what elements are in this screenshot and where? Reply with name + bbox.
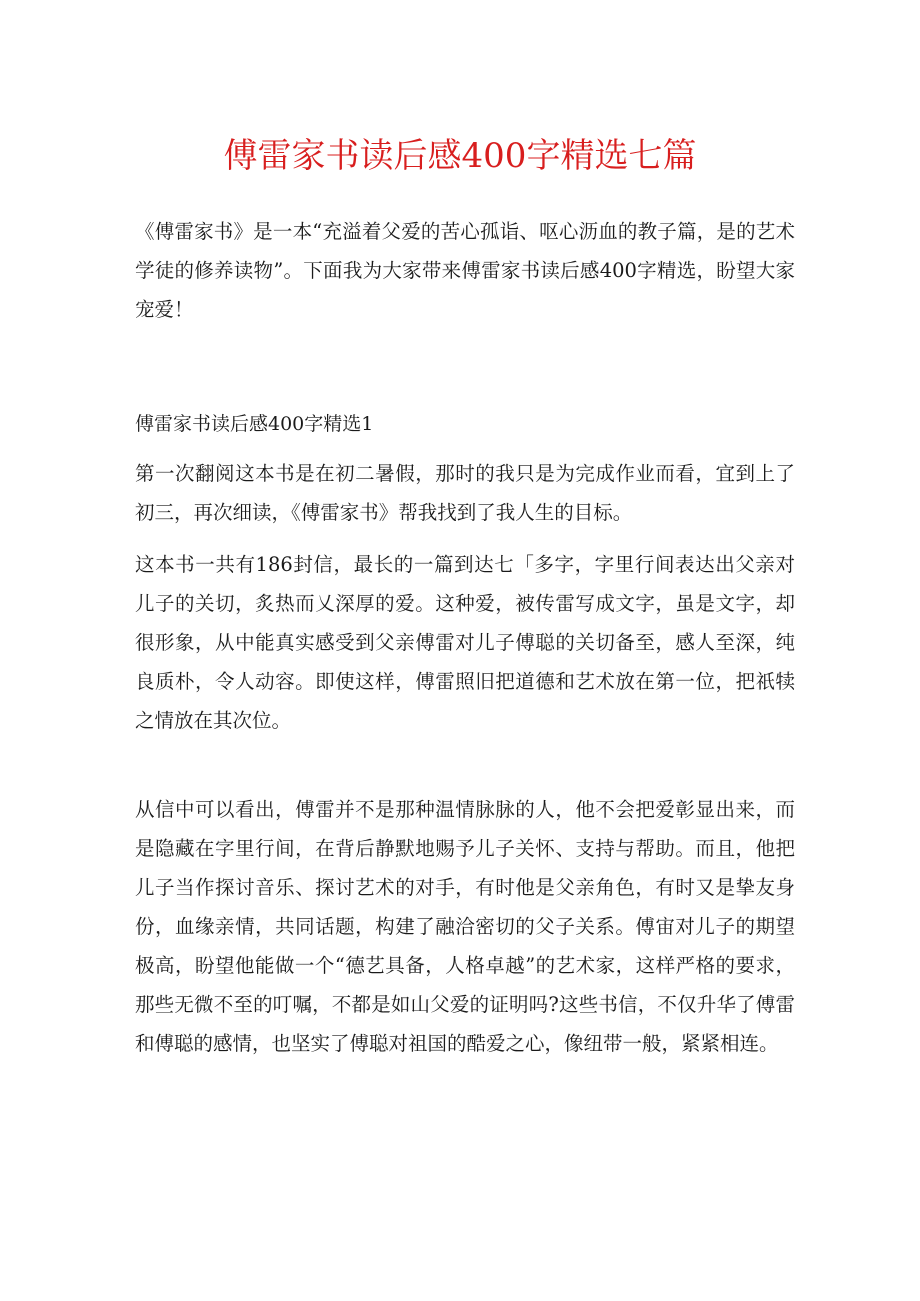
body-paragraph-3: 从信中可以看出，傅雷并不是那种温情脉脉的人，他不会把爱彰显出来，而是隐藏在字里行间，在背后静默地赐予儿子关怀、支持与帮助。而且，他把儿子当作探讨音乐、探讨艺术的对手，有时他是父亲角色，有时又是挚友身份，血缘亲情，共同话题，构建了融洽密切的父子关系。傅宙对儿子的期望极高，盼望他能做一个“德艺具备，人格卓越”的艺术家，这样严格的要求，那些无微不至的叮嘱，不都是如山父爱的证明吗?这些书信，不仅升华了傅雷和傅聪的感情，也坚实了傅聪对祖国的酷爱之心，像纽带一般，紧紧相连。: [135, 798, 795, 1055]
intro-paragraph: 《傅雷家书》是一本“充溢着父爱的苦心孤诣、呕心沥血的教子篇，是的艺术学徒的修养读物”。下面我为大家带来傅雷家书读后感400字精选，盼望大家宠爱！: [135, 220, 795, 321]
body-paragraph-2: 这本书一共有186封信，最长的一篇到达七「多字，字里行间表达出父亲对儿子的关切，炙热而乂深厚的爱。这种爱，被传雷写成文字，虽是文字，却很形象，从中能真实感受到父亲傅雷对儿子傅聪的关切备至，感人至深，纯良质朴，令人动容。即使这样，傅雷照旧把道德和艺术放在第一位，把祇犊之情放在其次位。: [135, 553, 795, 732]
section-heading: 傅雷家书读后感400字精选1: [135, 413, 374, 435]
document-title: 傅雷家书读后感400字精选七篇: [223, 136, 697, 176]
body-paragraph-1: 第一次翻阅这本书是在初二暑假，那时的我只是为完成作业而看，宜到上了初三，再次细读，《傅雷家书》帮我找到了我人生的目标。: [135, 462, 795, 524]
